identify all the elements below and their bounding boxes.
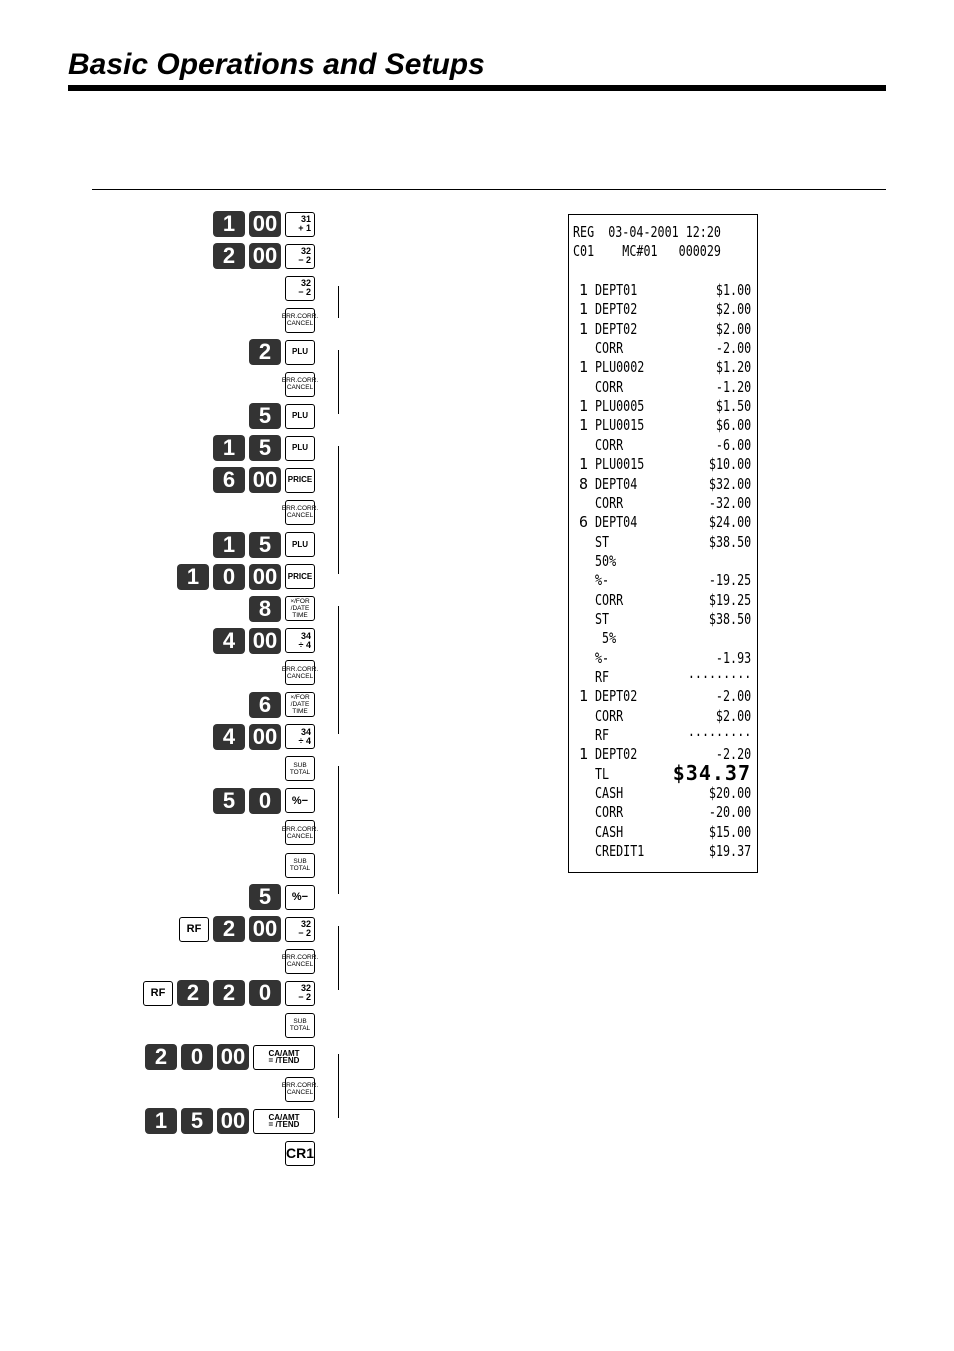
receipt-amount: $20.00 bbox=[708, 784, 751, 803]
key-label-bottom: TOTAL bbox=[289, 768, 311, 776]
key-label-bottom: CANCEL bbox=[286, 512, 314, 520]
title-underline bbox=[68, 85, 886, 91]
key-label-top: SUB bbox=[293, 1018, 307, 1026]
key-row bbox=[249, 596, 315, 622]
receipt-item: RF bbox=[595, 726, 610, 745]
key-label-bottom: − 2 bbox=[298, 928, 311, 939]
key-label-top: CA/AMT bbox=[268, 1113, 300, 1123]
key-row bbox=[177, 564, 315, 590]
key-row bbox=[213, 628, 315, 654]
function-key bbox=[281, 500, 319, 525]
receipt-header-date: REG 03-04-2001 12:20 bbox=[573, 223, 721, 241]
department-key bbox=[285, 724, 315, 749]
numeric-key: 5 bbox=[213, 788, 245, 814]
step-bracket bbox=[338, 926, 339, 990]
key-label-top: 34 bbox=[300, 726, 311, 737]
function-key: PRICE bbox=[285, 468, 315, 493]
receipt-qty: 1 bbox=[579, 358, 589, 377]
receipt-line bbox=[573, 610, 751, 629]
key-label-bottom: − 2 bbox=[298, 255, 311, 266]
function-key: PLU bbox=[285, 404, 315, 429]
receipt-amount: $6.00 bbox=[715, 416, 751, 435]
receipt-item: DEPT04 bbox=[595, 513, 638, 532]
numeric-key: 00 bbox=[249, 211, 281, 237]
key-row bbox=[281, 499, 319, 525]
function-key: PLU bbox=[285, 340, 315, 365]
receipt-line bbox=[573, 281, 751, 300]
receipt-item: CORR bbox=[595, 377, 624, 396]
receipt-qty: 1 bbox=[579, 397, 589, 416]
receipt-amount: -32.00 bbox=[708, 493, 751, 512]
receipt-line bbox=[573, 320, 751, 339]
key-row bbox=[281, 820, 319, 846]
key-label-top: 34 bbox=[300, 630, 311, 641]
key-row bbox=[285, 1140, 315, 1166]
key-row bbox=[285, 852, 315, 878]
step-bracket bbox=[338, 1054, 339, 1118]
numeric-key: 2 bbox=[213, 980, 245, 1006]
function-key: PRICE bbox=[285, 564, 315, 589]
department-key bbox=[285, 276, 315, 301]
numeric-key: 2 bbox=[213, 243, 245, 269]
key-label-top: ERR.CORR. bbox=[281, 377, 319, 385]
function-key bbox=[281, 308, 319, 333]
key-row bbox=[249, 884, 315, 910]
key-label-bottom: − 2 bbox=[298, 287, 311, 298]
function-key: CR1 bbox=[285, 1141, 315, 1166]
key-label-top: SUB bbox=[293, 858, 307, 865]
receipt-qty: 1 bbox=[579, 281, 589, 299]
key-row bbox=[143, 980, 315, 1006]
key-label-bottom: TOTAL bbox=[289, 1025, 311, 1033]
receipt-item: CORR bbox=[595, 590, 624, 609]
key-label-bottom: ÷ 4 bbox=[298, 639, 311, 650]
receipt-line bbox=[573, 571, 751, 590]
page-title: Basic Operations and Setups bbox=[68, 48, 485, 81]
receipt-amount: $38.50 bbox=[708, 532, 751, 551]
receipt-amount: -20.00 bbox=[708, 803, 751, 822]
receipt-amount: $15.00 bbox=[708, 822, 751, 841]
numeric-key: 00 bbox=[217, 1044, 249, 1070]
key-row bbox=[145, 1044, 315, 1070]
numeric-key: 8 bbox=[249, 596, 281, 622]
key-label-bottom: = /TEND bbox=[268, 1056, 300, 1066]
numeric-key: 1 bbox=[213, 211, 245, 237]
numeric-key: 5 bbox=[249, 435, 281, 461]
function-key bbox=[281, 820, 319, 845]
receipt-item: CORR bbox=[595, 803, 624, 822]
numeric-key: 1 bbox=[213, 532, 245, 558]
function-key bbox=[285, 853, 315, 878]
numeric-key: 1 bbox=[213, 435, 245, 461]
receipt-line bbox=[573, 823, 751, 842]
receipt-item: CORR bbox=[595, 706, 624, 725]
numeric-key: 1 bbox=[145, 1108, 177, 1134]
receipt-amount: $10.00 bbox=[708, 455, 751, 474]
receipt-amount: $19.37 bbox=[708, 842, 751, 861]
function-key: RF bbox=[179, 917, 209, 942]
receipt-line bbox=[573, 416, 751, 435]
receipt-item: DEPT04 bbox=[595, 474, 638, 493]
key-row bbox=[285, 756, 315, 782]
department-key bbox=[285, 917, 315, 942]
key-row bbox=[213, 724, 315, 750]
receipt-line bbox=[573, 397, 751, 416]
numeric-key: 00 bbox=[249, 724, 281, 750]
key-label-top: 32 bbox=[300, 246, 311, 257]
key-label-bottom: ÷ 4 bbox=[298, 735, 311, 746]
receipt-item: CREDIT1 bbox=[595, 842, 645, 861]
receipt-qty: 1 bbox=[579, 455, 589, 474]
receipt-header-clerk: C01 MC#01 000029 bbox=[573, 242, 721, 260]
function-key bbox=[285, 1013, 315, 1038]
function-key bbox=[281, 660, 319, 685]
receipt-qty: 1 bbox=[579, 745, 589, 764]
receipt-item: 50% bbox=[595, 551, 617, 570]
numeric-key: 00 bbox=[249, 628, 281, 654]
numeric-key: 00 bbox=[217, 1108, 249, 1134]
key-label-bottom: CANCEL bbox=[286, 320, 314, 328]
function-key bbox=[253, 1109, 315, 1134]
receipt-line bbox=[573, 533, 751, 552]
receipt-item: %- bbox=[595, 648, 610, 667]
key-label-top: ERR.CORR. bbox=[281, 954, 319, 962]
receipt-amount: -1.20 bbox=[715, 377, 751, 396]
receipt-line bbox=[573, 300, 751, 319]
key-row bbox=[285, 1012, 315, 1038]
function-key bbox=[285, 692, 315, 717]
numeric-key: 6 bbox=[213, 467, 245, 493]
receipt-qty: 1 bbox=[579, 416, 589, 435]
receipt-line bbox=[573, 687, 751, 706]
receipt-item: PLU0015 bbox=[595, 416, 645, 435]
function-key: RF bbox=[143, 981, 173, 1006]
key-row bbox=[213, 211, 315, 237]
receipt-item: DEPT01 bbox=[595, 281, 638, 299]
receipt-line bbox=[573, 475, 751, 494]
numeric-key: 00 bbox=[249, 243, 281, 269]
department-key bbox=[285, 981, 315, 1006]
department-key bbox=[285, 244, 315, 269]
receipt-item: ST bbox=[595, 532, 610, 551]
numeric-key: 2 bbox=[213, 916, 245, 942]
receipt-amount: $1.00 bbox=[715, 281, 751, 299]
receipt-line bbox=[573, 436, 751, 455]
key-label-top: ERR.CORR. bbox=[281, 313, 319, 321]
numeric-key: 6 bbox=[249, 692, 281, 718]
function-key bbox=[285, 596, 315, 621]
receipt-amount: ········· bbox=[687, 668, 751, 686]
key-label-bottom: TOTAL bbox=[289, 865, 311, 872]
receipt-amount: ········· bbox=[687, 726, 751, 745]
receipt-line bbox=[573, 494, 751, 513]
function-key bbox=[285, 756, 315, 781]
key-label-bottom: /DATE TIME bbox=[290, 605, 310, 620]
receipt-amount: $24.00 bbox=[708, 513, 751, 532]
receipt-item: RF bbox=[595, 668, 610, 686]
function-key: %− bbox=[285, 788, 315, 813]
receipt-line bbox=[573, 591, 751, 610]
receipt-qty: 1 bbox=[579, 300, 589, 319]
receipt-item: DEPT02 bbox=[595, 687, 638, 706]
key-label-top: ERR.CORR. bbox=[281, 665, 319, 673]
receipt-item: %- bbox=[595, 571, 610, 590]
numeric-key: 2 bbox=[177, 980, 209, 1006]
department-key bbox=[285, 628, 315, 653]
key-row bbox=[281, 307, 319, 333]
receipt-line bbox=[573, 629, 751, 648]
receipt-line bbox=[573, 842, 751, 861]
receipt-amount: -2.20 bbox=[715, 745, 751, 764]
receipt-item: TL bbox=[595, 764, 610, 783]
key-label-bottom: CANCEL bbox=[286, 832, 314, 840]
key-row bbox=[281, 948, 319, 974]
key-label-bottom: CANCEL bbox=[286, 1089, 314, 1097]
receipt-amount: -2.00 bbox=[715, 687, 751, 706]
key-label-bottom: − 2 bbox=[298, 992, 311, 1003]
key-label-top: ERR.CORR. bbox=[281, 825, 319, 833]
receipt-item: DEPT02 bbox=[595, 745, 638, 764]
receipt-item: 5% bbox=[595, 629, 617, 648]
key-row bbox=[213, 467, 315, 493]
key-label-top: ×/FOR bbox=[290, 598, 310, 606]
receipt-line bbox=[573, 358, 751, 377]
numeric-key: 00 bbox=[249, 916, 281, 942]
key-row bbox=[249, 692, 315, 718]
key-row bbox=[213, 788, 315, 814]
receipt-amount: -2.00 bbox=[715, 339, 751, 358]
key-label-top: 32 bbox=[300, 278, 311, 289]
receipt-total-amount: $34.37 bbox=[672, 760, 751, 785]
receipt-item: CORR bbox=[595, 493, 624, 512]
numeric-key: 4 bbox=[213, 724, 245, 750]
numeric-key: 0 bbox=[213, 564, 245, 590]
receipt-line bbox=[573, 378, 751, 397]
receipt-line bbox=[573, 513, 751, 532]
key-label-top: 31 bbox=[300, 214, 311, 224]
section-divider bbox=[92, 189, 886, 190]
function-key: PLU bbox=[285, 436, 315, 461]
receipt-line bbox=[573, 760, 751, 785]
key-row bbox=[281, 1076, 319, 1102]
receipt-amount: -19.25 bbox=[708, 571, 751, 590]
receipt-line bbox=[573, 784, 751, 803]
receipt-amount: $32.00 bbox=[708, 474, 751, 493]
key-row bbox=[145, 1108, 315, 1134]
step-bracket bbox=[338, 446, 339, 574]
key-label-top: 32 bbox=[300, 983, 311, 994]
receipt-item: DEPT02 bbox=[595, 319, 638, 338]
receipt-item: CORR bbox=[595, 339, 624, 358]
receipt-qty: 1 bbox=[579, 687, 589, 706]
receipt-line bbox=[573, 803, 751, 822]
receipt-item: ST bbox=[595, 609, 610, 628]
receipt-line bbox=[573, 552, 751, 571]
key-row bbox=[281, 371, 319, 397]
receipt-line bbox=[573, 707, 751, 726]
numeric-key: 2 bbox=[249, 339, 281, 365]
function-key bbox=[281, 949, 319, 974]
department-key bbox=[285, 212, 315, 237]
receipt-qty: 6 bbox=[579, 513, 589, 532]
numeric-key: 5 bbox=[249, 532, 281, 558]
key-label-top: ERR.CORR. bbox=[281, 1082, 319, 1090]
key-row bbox=[213, 532, 315, 558]
receipt-item: CASH bbox=[595, 784, 624, 803]
key-row bbox=[213, 243, 315, 269]
key-row bbox=[281, 660, 319, 686]
receipt-line bbox=[573, 339, 751, 358]
receipt-item: DEPT02 bbox=[595, 300, 638, 319]
receipt-item: PLU0002 bbox=[595, 358, 645, 377]
receipt-amount: $2.00 bbox=[715, 706, 751, 725]
receipt-amount: $38.50 bbox=[708, 609, 751, 628]
receipt-amount: $2.00 bbox=[715, 319, 751, 338]
numeric-key: 00 bbox=[249, 564, 281, 590]
numeric-key: 0 bbox=[181, 1044, 213, 1070]
key-label-top: CA/AMT bbox=[268, 1049, 300, 1059]
receipt-amount: $2.00 bbox=[715, 300, 751, 319]
key-row bbox=[179, 916, 315, 942]
numeric-key: 2 bbox=[145, 1044, 177, 1070]
receipt-line bbox=[573, 726, 751, 745]
key-label-bottom: CANCEL bbox=[286, 961, 314, 969]
step-bracket bbox=[338, 606, 339, 734]
receipt-amount: -6.00 bbox=[715, 435, 751, 454]
key-label-top: ×/FOR bbox=[290, 694, 310, 702]
key-row bbox=[213, 435, 315, 461]
key-label-top: 32 bbox=[300, 919, 311, 930]
receipt-amount: $1.20 bbox=[715, 358, 751, 377]
numeric-key: 4 bbox=[213, 628, 245, 654]
function-key bbox=[253, 1045, 315, 1070]
receipt bbox=[568, 214, 758, 873]
numeric-key: 5 bbox=[181, 1108, 213, 1134]
function-key: %− bbox=[285, 885, 315, 910]
receipt-item: PLU0015 bbox=[595, 455, 645, 474]
numeric-key: 1 bbox=[177, 564, 209, 590]
numeric-key: 5 bbox=[249, 884, 281, 910]
function-key bbox=[281, 1077, 319, 1102]
receipt-line bbox=[573, 455, 751, 474]
receipt-item: CORR bbox=[595, 435, 624, 454]
receipt-item: PLU0005 bbox=[595, 397, 645, 416]
key-label-top: SUB bbox=[293, 761, 307, 769]
step-bracket bbox=[338, 350, 339, 414]
receipt-line bbox=[573, 649, 751, 668]
key-label-bottom: CANCEL bbox=[286, 672, 314, 680]
key-label-bottom: /DATE TIME bbox=[290, 701, 310, 716]
receipt-line bbox=[573, 668, 751, 687]
receipt-amount: -1.93 bbox=[715, 648, 751, 667]
receipt-qty: 8 bbox=[579, 474, 589, 493]
receipt-amount: $19.25 bbox=[708, 590, 751, 609]
key-row bbox=[249, 339, 315, 365]
step-bracket bbox=[338, 286, 339, 318]
function-key: PLU bbox=[285, 532, 315, 557]
key-label-bottom: CANCEL bbox=[286, 384, 314, 392]
step-bracket bbox=[338, 766, 339, 894]
numeric-key: 5 bbox=[249, 403, 281, 429]
key-row bbox=[249, 403, 315, 429]
key-label-top: ERR.CORR. bbox=[281, 505, 319, 513]
numeric-key: 0 bbox=[249, 980, 281, 1006]
key-row bbox=[285, 275, 315, 301]
receipt-qty: 1 bbox=[579, 319, 589, 338]
numeric-key: 00 bbox=[249, 467, 281, 493]
receipt-item: CASH bbox=[595, 822, 624, 841]
function-key bbox=[281, 372, 319, 397]
numeric-key: 0 bbox=[249, 788, 281, 814]
key-label-bottom: = /TEND bbox=[268, 1120, 300, 1130]
key-label-bottom: + 1 bbox=[298, 223, 311, 233]
receipt-amount: $1.50 bbox=[715, 397, 751, 416]
